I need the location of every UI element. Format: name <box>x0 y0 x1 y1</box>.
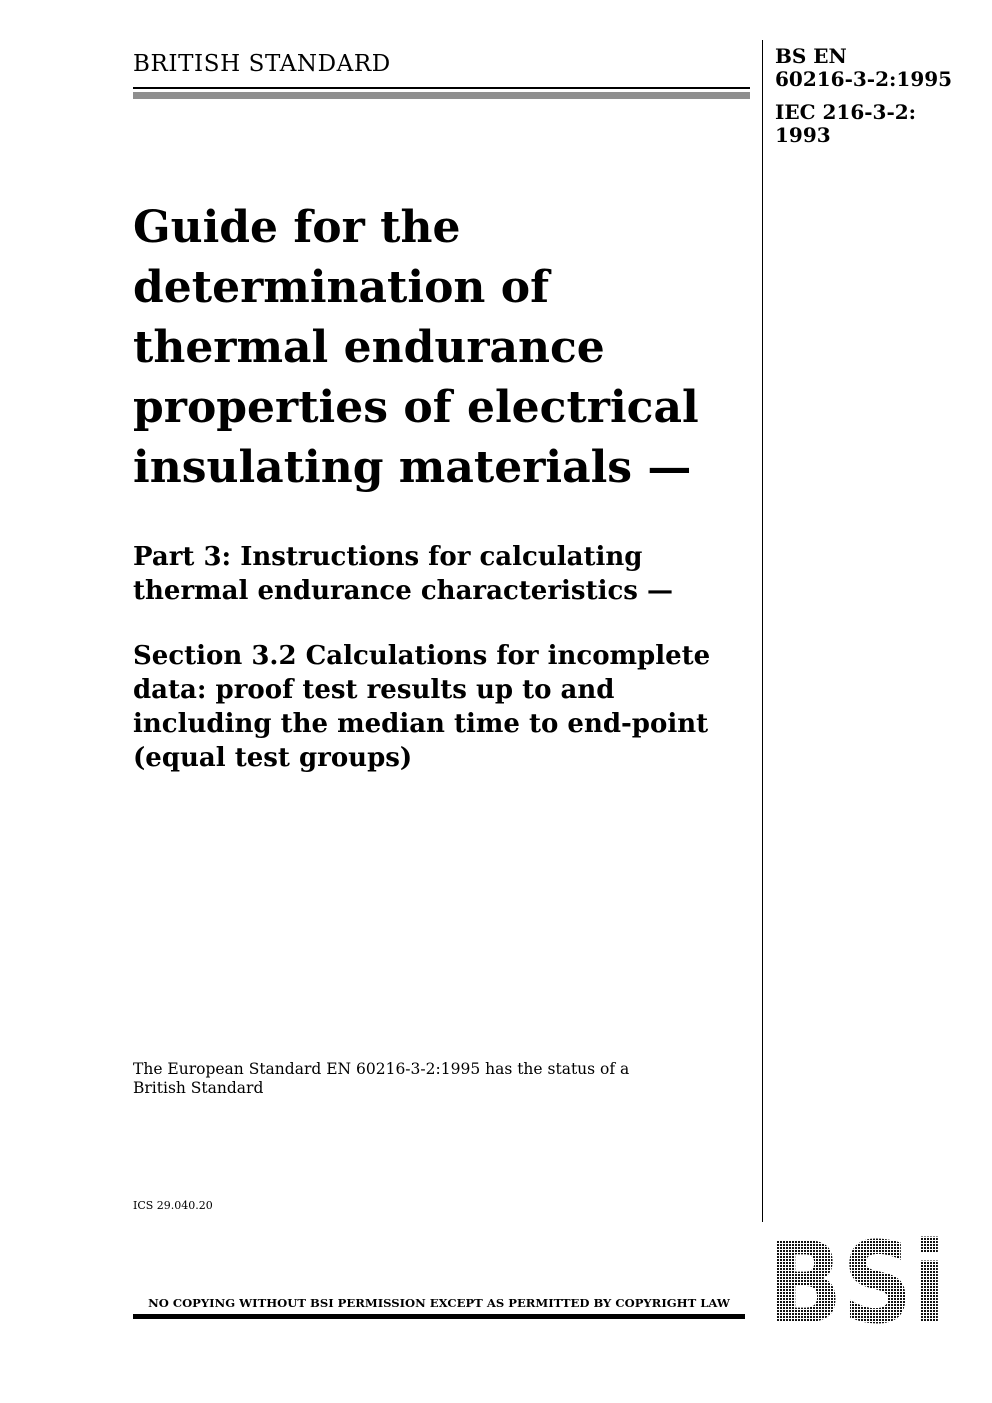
status-note-line: British Standard <box>133 1079 264 1097</box>
ics-code: ICS 29.040.20 <box>133 1199 213 1212</box>
designation-line: 1993 <box>775 123 831 147</box>
header-rule-band <box>133 92 750 99</box>
designation-line: BS EN <box>775 44 847 68</box>
bsi-logo <box>768 1219 948 1349</box>
designation-line: IEC 216-3-2: <box>775 100 917 124</box>
document-title <box>133 198 699 498</box>
title-line: Guide for the <box>133 202 461 253</box>
title-line: thermal endurance <box>133 322 605 373</box>
designation-line: 60216-3-2:1995 <box>775 67 953 91</box>
copyright-notice: NO COPYING WITHOUT BSI PERMISSION EXCEPT AS PERMITTED BY COPYRIGHT LAW <box>148 1296 730 1310</box>
section-line: including the median time to end-point <box>133 709 709 739</box>
header-rule-thin <box>133 87 750 89</box>
designation-iec <box>775 101 916 147</box>
part-title <box>133 540 673 608</box>
section-line: data: proof test results up to and <box>133 675 615 705</box>
section-line: (equal test groups) <box>133 743 413 773</box>
standard-type-label: BRITISH STANDARD <box>133 51 391 77</box>
title-line: determination of <box>133 262 550 313</box>
footer-rule <box>133 1314 745 1319</box>
column-divider <box>762 40 763 1222</box>
section-line: Section 3.2 Calculations for incomplete <box>133 641 711 671</box>
part-line: thermal endurance characteristics — <box>133 576 673 606</box>
status-note-line: The European Standard EN 60216-3-2:1995 has the status of a <box>133 1060 630 1078</box>
designation-bs-en <box>775 45 952 91</box>
title-line: insulating materials — <box>133 442 692 493</box>
bsi-logo-text: BSi <box>768 1219 946 1349</box>
section-title <box>133 639 710 775</box>
title-line: properties of electrical <box>133 382 699 433</box>
status-note <box>133 1060 629 1098</box>
part-line: Part 3: Instructions for calculating <box>133 542 643 572</box>
